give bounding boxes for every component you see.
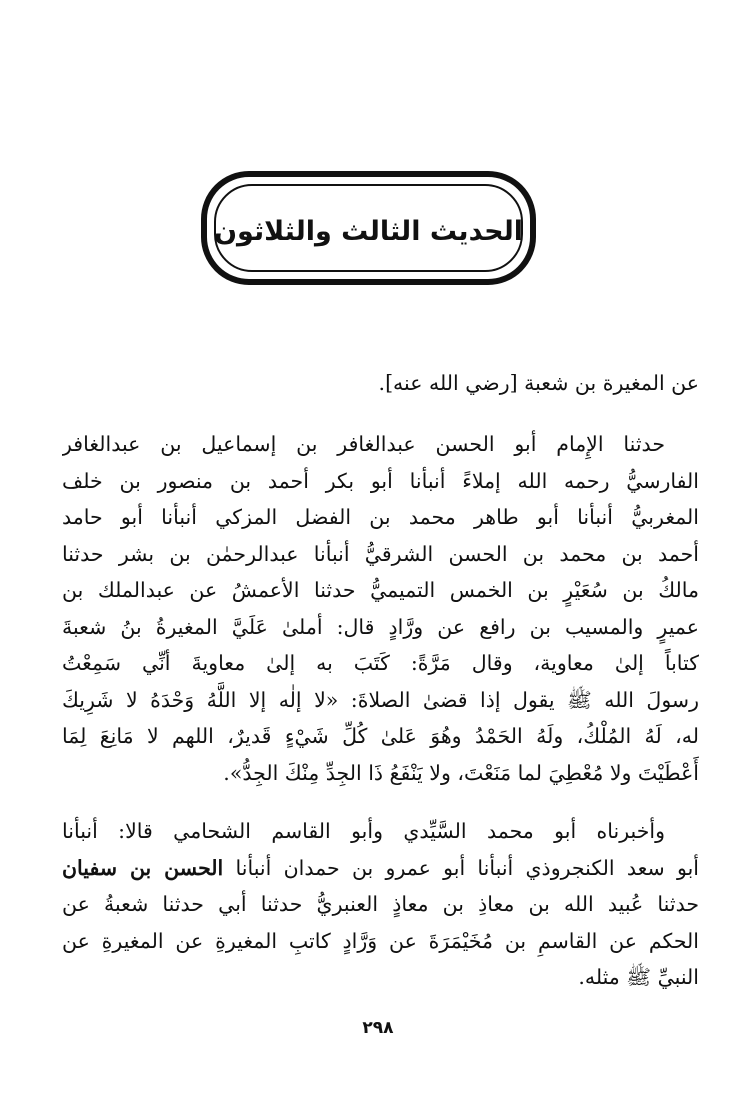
chapter-title: الحديث الثالث والثلاثون xyxy=(213,215,524,247)
intro-line: عن المغيرة بن شعبة [رضي الله عنه]. xyxy=(378,371,699,395)
intro-paragraph xyxy=(62,365,699,402)
text-line: وأخبرناه أبو محمد السَّيِّدي وأبو القاسم الشحامي قالا: أنبأنا xyxy=(62,819,665,843)
text-line: عميرٍ والمسيب بن رافع عن ورَّادٍ قال: أملىٰ عَلَيَّ المغيرةُ بنُ شعبةَ xyxy=(62,614,699,639)
text-line: أحمد بن محمد بن الحسن الشرقيُّ أنبأنا عبدالرحمٰن بن بشر حدثنا xyxy=(62,541,699,566)
text-line: النبيِّ ﷺ مثله. xyxy=(578,965,699,989)
chapter-title-frame xyxy=(201,171,536,285)
text-line: رسولَ الله ﷺ يقول إذا قضىٰ الصلاةَ: «لا إلٰه إلا اللَّهُ وَحْدَهُ لا شَرِيكَ xyxy=(62,687,699,712)
chapter-title-inner-frame xyxy=(214,184,523,272)
text-line: الحكم عن القاسمِ بن مُخَيْمَرَةَ عن وَرَّادٍ كاتبِ المغيرةِ عن المغيرةِ عن xyxy=(62,928,699,953)
text-line xyxy=(62,850,699,887)
text-line: حدثنا الإِمام أبو الحسن عبدالغافر بن إسماعيل بن عبدالغافر xyxy=(62,432,665,456)
chain-paragraph xyxy=(62,813,699,996)
text-line: أَعْطَيْتَ ولا مُعْطِيَ لما مَنَعْتَ، ولا يَنْفَعُ ذَا الجِدِّ مِنْكَ الجِدُّ». xyxy=(223,760,699,785)
page-number: ٢٩٨ xyxy=(362,1018,394,1038)
text-line: مالكُ بن سُعَيْرٍ بن الخمس التميميُّ حدثنا الأعمشُ عن عبدالملك بن xyxy=(62,578,699,602)
narrator-name-bold: الحسن بن سفيان xyxy=(62,855,224,880)
text-line: المغربيُّ أنبأنا أبو طاهر محمد بن الفضل المزكي أنبأنا أبو حامد xyxy=(62,505,699,529)
text-segment: أبو سعد الكنجروذي أنبأنا أبو عمرو بن حمدان أنبأنا xyxy=(235,855,699,880)
text-line: الفارسيُّ رحمه الله إملاءً أنبأنا أبو بكر أحمد بن منصور بن خلف xyxy=(62,468,699,493)
hadith-paragraph xyxy=(62,426,699,791)
text-line: له، لَهُ المُلْكُ، ولَهُ الحَمْدُ وهُوَ عَلىٰ كُلِّ شَيْءٍ قَديرٌ، اللهم لا مَانِعَ لِمَا xyxy=(62,724,699,748)
text-line: كتاباً إلىٰ معاوية، وقال مَرَّةً: كَتَبَ به إلىٰ معاويةَ أنِّي سَمِعْتُ xyxy=(62,651,699,675)
text-line: حدثنا عُبيد الله بن معاذِ بن معاذٍ العنبريُّ حدثنا أبي حدثنا شعبةُ عن xyxy=(62,892,699,916)
